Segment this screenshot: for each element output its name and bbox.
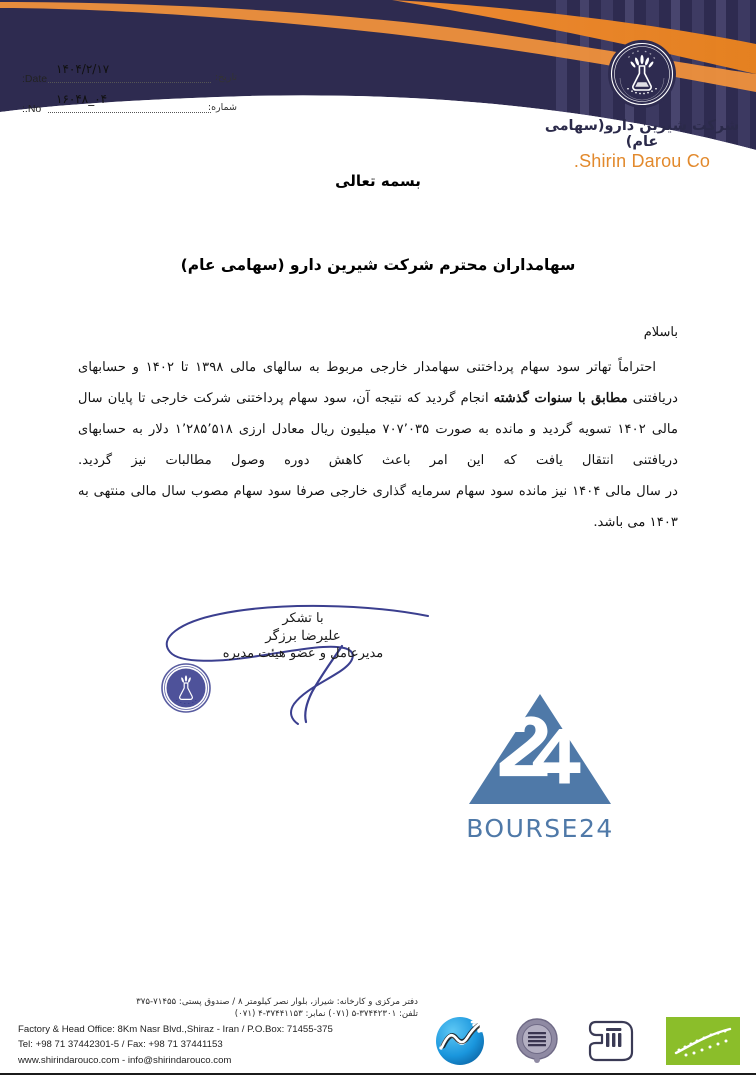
- letter-body: [78, 352, 678, 538]
- footer-divider: [0, 1073, 756, 1076]
- brand-name-en: Shirin Darou Co.: [573, 151, 711, 171]
- footer-contact-info: [18, 996, 418, 1068]
- isiri-standard-badge-icon: [588, 1018, 638, 1064]
- company-seal-icon: [606, 38, 678, 110]
- letter-meta-block: [22, 62, 237, 122]
- signature-block: [128, 600, 468, 725]
- paragraph-one: [78, 352, 678, 476]
- paragraph-one-part1: احتراماً تهاتر سود سهام پرداختنی سهامدار خارجی مربوط به سالهای مالی ۱۳۹۸ تا ۱۴۰۲ و حسابهای دریافتنی: [78, 360, 678, 406]
- footer-address-en-3[interactable]: www.shirindarouco.com - info@shirindarouco.com: [18, 1054, 232, 1066]
- signature-text: [138, 610, 468, 663]
- number-row: [22, 92, 237, 122]
- bourse24-watermark: [455, 690, 625, 843]
- footer-address-en-2: Tel: +98 71 37442301-5 / Fax: +98 71 37441153: [18, 1039, 223, 1050]
- date-value: ۱۴۰۴/۲/۱۷: [56, 62, 110, 76]
- blue-arrow-badge-icon: [434, 1015, 486, 1067]
- date-row: [22, 62, 237, 92]
- company-stamp-icon: [160, 662, 212, 714]
- signature-name: علیرضا برزگر: [265, 628, 341, 644]
- paragraph-two: در سال مالی ۱۴۰۴ نیز مانده سود سهام سرمایه گذاری خارجی صرفا سود سهام مصوب سال مالی منتهی به ۱۴۰۳ می باشد.: [78, 484, 679, 530]
- number-label-en: No.:: [22, 103, 42, 115]
- date-label-fa: تاریخ:: [214, 72, 237, 83]
- eu-organic-badge-icon: [666, 1017, 740, 1065]
- brand-name-fa: شرکت شیرین دارو(سهامی عام): [544, 118, 740, 150]
- bourse24-wordmark: BOURSE24: [466, 814, 614, 843]
- number-value: ۱۶۰۴۸_۰۴: [56, 92, 108, 106]
- date-label-en: Date:: [22, 73, 48, 85]
- number-dots: [48, 111, 211, 113]
- footer-address-en-1: Factory & Head Office: 8Km Nasr Blvd.,Shiraz - Iran / P.O.Box: 71455-375: [18, 1023, 333, 1035]
- signature-title: مدیرعامل و عضو هیئت مدیره: [222, 646, 384, 661]
- salutation-heading: سهامداران محترم شرکت شیرین دارو (سهامی عام): [180, 256, 576, 274]
- greeting-line: باسلام: [643, 325, 678, 340]
- paragraph-one-emphasis: مطابق با سنوات گذشته: [493, 391, 628, 406]
- footer-address-fa-1: دفتر مرکزی و کارخانه: شیراز، بلوار نصر کیلومتر ۸ / صندوق پستی: ۷۱۴۵۵-۳۷۵: [136, 996, 418, 1007]
- signature-closing: با تشکر: [282, 611, 324, 626]
- page-footer: [0, 993, 756, 1079]
- company-brand: [542, 38, 742, 172]
- certification-badges: [434, 1015, 740, 1067]
- paragraph-one-part2: انجام گردید که نتیجه آن، سود سهام پرداختنی شرکت خارجی تا پایان سال مالی ۱۴۰۲ تسویه گردید و مانده به صورت ۷۰۷٬۰۳۵ میلیون ریال معادل ارزی ۱٬۲۸۵٬۵۱۸ دلار به حسابهای دریافتنی انتقال یافت که این امر باعث کاهش دوره وصول مطالبات نیز گردید.: [78, 391, 679, 468]
- footer-address-fa-2: تلفن: ۳۷۴۴۲۳۰۱-۵ (۰۷۱) نمابر: ۳۷۴۴۱۱۵۳-۴ (۰۷۱): [234, 1009, 418, 1019]
- number-label-fa: شماره:: [207, 102, 237, 113]
- iso-certification-badge-icon: [514, 1017, 560, 1065]
- bismillah-heading: بسمه تعالی: [335, 172, 421, 190]
- bourse24-logo-icon: [465, 690, 615, 808]
- date-dots: [48, 81, 211, 83]
